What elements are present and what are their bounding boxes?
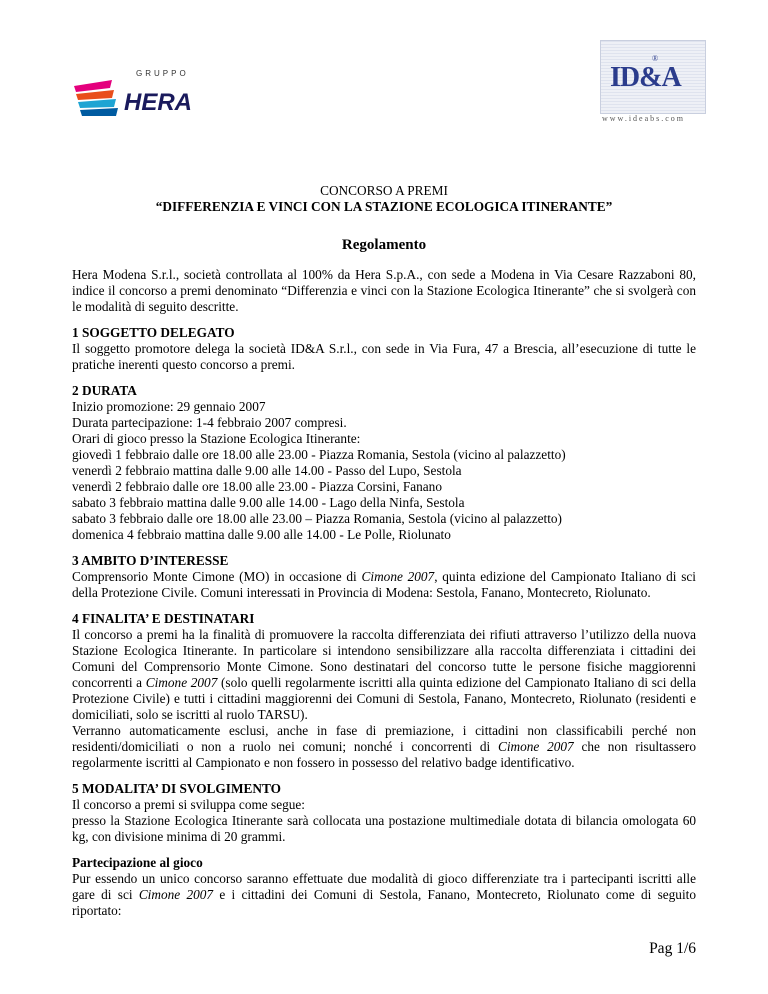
section-5-line2: presso la Stazione Ecologica Itinerante sarà collocata una postazione multimediale dotata di bilancia omologata 60 kg, con divisione minima di 20 grammi. bbox=[72, 813, 696, 844]
idea-name: ID&A bbox=[610, 62, 681, 93]
section-2-line: Inizio promozione: 29 gennaio 2007 bbox=[72, 399, 266, 414]
section-2-line: Durata partecipazione: 1-4 febbraio 2007 compresi. bbox=[72, 415, 347, 430]
section-1-heading: 1 SOGGETTO DELEGATO bbox=[72, 325, 235, 340]
idea-url: www.ideabs.com bbox=[602, 114, 686, 123]
section-2-line: Orari di gioco presso la Stazione Ecologica Itinerante: bbox=[72, 431, 361, 446]
section-1-text: Il soggetto promotore delega la società ID&A S.r.l., con sede in Via Fura, 47 a Brescia, all’esecuzione di tutte le pratiche inerenti questo concorso a premi. bbox=[72, 341, 696, 372]
document-title: Regolamento bbox=[341, 237, 427, 253]
section-5-heading: 5 MODALITA’ DI SVOLGIMENTO bbox=[72, 781, 281, 796]
section-3-text: Comprensorio Monte Cimone (MO) in occasione di Cimone 2007, quinta edizione del Campionato Italiano di sci della Protezione Civile. Comuni interessati in Provincia di Modena: Sestola, Fanano, Montecreto, Riolunato. bbox=[72, 569, 696, 600]
section-2-line: venerdì 2 febbraio dalle ore 18.00 alle 23.00 - Piazza Corsini, Fanano bbox=[72, 479, 442, 494]
section-2-line: sabato 3 febbraio dalle ore 18.00 alle 23.00 – Piazza Romania, Sestola (vicino al palazzetto) bbox=[72, 511, 562, 526]
idea-logo bbox=[600, 40, 704, 124]
page-number: Pag 1/6 bbox=[649, 940, 696, 957]
hera-group-label: GRUPPO bbox=[136, 69, 189, 78]
section-4-paragraph-1: Il concorso a premi ha la finalità di promuovere la raccolta differenziata dei rifiuti attraverso l’utilizzo della nuova Stazione Ecologica Itinerante. In particolare si intendono sensibilizzare alla raccolta differenziata i cittadini dei Comuni del Comprensorio Monte Cimone. Sono destinatari del concorso tutte le persone fisiche maggiorenni concorrenti a Cimone 2007 (solo quelli regolarmente iscritti alla quinta edizione del Campionato Italiano di sci della Protezione Civile) e tutti i cittadini maggiorenni dei Comuni di Sestola, Fanano, Montecreto, Riolunato (residenti e domiciliati, solo se iscritti al ruolo TARSU). bbox=[72, 627, 696, 722]
hera-logo bbox=[72, 66, 212, 118]
hera-name: HERA bbox=[124, 89, 193, 116]
section-3-heading: 3 AMBITO D’INTERESSE bbox=[72, 553, 229, 568]
header-line2: “DIFFERENZIA E VINCI CON LA STAZIONE ECOLOGICA ITINERANTE” bbox=[155, 199, 613, 214]
section-2-line: giovedì 1 febbraio dalle ore 18.00 alle 23.00 - Piazza Romania, Sestola (vicino al palazzetto) bbox=[72, 447, 566, 462]
section-5-line1: Il concorso a premi si sviluppa come segue: bbox=[72, 797, 306, 812]
section-2-line: domenica 4 febbraio mattina dalle 9.00 alle 14.00 - Le Polle, Riolunato bbox=[72, 527, 451, 542]
partecipazione-heading: Partecipazione al gioco bbox=[72, 855, 203, 870]
section-2-line: sabato 3 febbraio mattina dalle 9.00 alle 14.00 - Lago della Ninfa, Sestola bbox=[72, 495, 465, 510]
section-2-line: venerdì 2 febbraio mattina dalle 9.00 alle 14.00 - Passo del Lupo, Sestola bbox=[72, 463, 462, 478]
idea-registered-mark: ® bbox=[652, 54, 659, 63]
section-2-heading: 2 DURATA bbox=[72, 383, 137, 398]
header-line1: CONCORSO A PREMI bbox=[320, 183, 448, 198]
document-body bbox=[72, 183, 696, 919]
partecipazione-text: Pur essendo un unico concorso saranno effettuate due modalità di gioco differenziate tra i partecipanti iscritti alle gare di sci Cimone 2007 e i cittadini dei Comuni di Sestola, Fanano, Montecreto, Riolunato come di seguito riportato: bbox=[72, 871, 696, 918]
section-4-heading: 4 FINALITA’ E DESTINATARI bbox=[72, 611, 255, 626]
intro-paragraph: Hera Modena S.r.l., società controllata al 100% da Hera S.p.A., con sede a Modena in Via Cesare Razzaboni 80, indice il concorso a premi denominato “Differenzia e vinci con la Stazione Ecologica Itinerante” che si svolgerà con le modalità di seguito descritte. bbox=[72, 267, 696, 314]
section-4-paragraph-2: Verranno automaticamente esclusi, anche in fase di premiazione, i cittadini non classificabili perché non residenti/domiciliati o non a ruolo nei comuni; nonché i concorrenti di Cimone 2007 che non risultassero regolarmente iscritti al Campionato e non fossero in possesso del relativo badge identificativo. bbox=[72, 723, 696, 770]
